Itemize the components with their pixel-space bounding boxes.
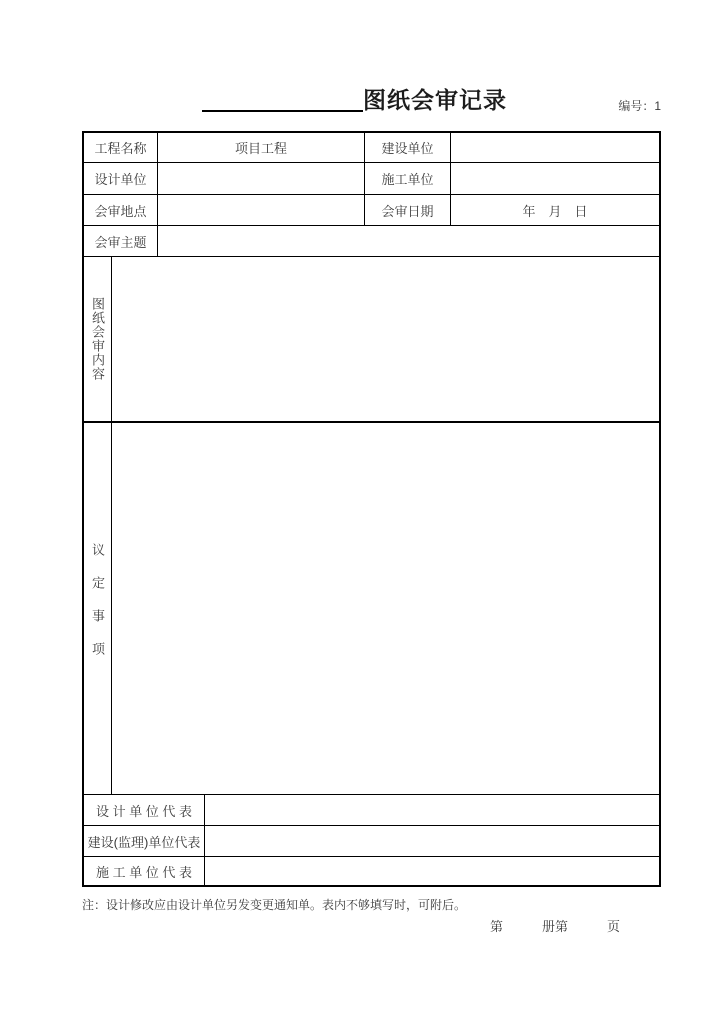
document-header (202, 82, 507, 112)
design-unit-label: 设计单位 (84, 163, 158, 194)
review-topic-label: 会审主题 (84, 226, 158, 256)
table-row (84, 857, 659, 885)
construction-unit-label: 建设单位 (365, 133, 451, 162)
builder-unit-value[interactable] (451, 163, 659, 194)
table-row (84, 133, 659, 163)
project-name-label: 工程名称 (84, 133, 158, 162)
drawing-review-content-label-text: 图纸会审内容 (90, 297, 105, 381)
builder-rep-value[interactable] (205, 857, 659, 885)
review-topic-value[interactable] (158, 226, 659, 256)
agreed-matters-value[interactable] (112, 423, 659, 794)
doc-number: 编号：1 (618, 99, 661, 113)
supervision-rep-value[interactable] (205, 826, 659, 856)
page-footer: 第 册第 页 (490, 919, 621, 934)
drawing-review-content-value[interactable] (112, 257, 659, 421)
table-row (84, 795, 659, 826)
supervision-rep-label: 建设(监理)单位代表 (84, 826, 205, 856)
table-row (84, 195, 659, 226)
project-name-value[interactable]: 项目工程 (158, 133, 365, 162)
table-row (84, 257, 659, 423)
design-unit-value[interactable] (158, 163, 365, 194)
design-rep-value[interactable] (205, 795, 659, 825)
review-location-label: 会审地点 (84, 195, 158, 225)
builder-unit-label: 施工单位 (365, 163, 451, 194)
agreed-matters-label-text: 议定事项 (90, 542, 105, 675)
review-form-table (82, 131, 661, 887)
review-location-value[interactable] (158, 195, 365, 225)
title-blank-underline[interactable] (202, 82, 363, 112)
review-date-label: 会审日期 (365, 195, 451, 225)
drawing-review-content-label (84, 257, 112, 421)
review-date-value[interactable]: 年 月 日 (522, 203, 588, 219)
table-row (84, 226, 659, 257)
table-row (84, 163, 659, 195)
agreed-matters-label (84, 423, 112, 794)
construction-unit-value[interactable] (451, 133, 659, 162)
page-title: 图纸会审记录 (363, 87, 507, 113)
table-row (84, 826, 659, 857)
note-text: 注：设计修改应由设计单位另发变更通知单。表内不够填写时，可附后。 (82, 898, 467, 912)
builder-rep-label: 施 工 单 位 代 表 (84, 857, 205, 885)
design-rep-label: 设 计 单 位 代 表 (84, 795, 205, 825)
table-row (84, 423, 659, 795)
